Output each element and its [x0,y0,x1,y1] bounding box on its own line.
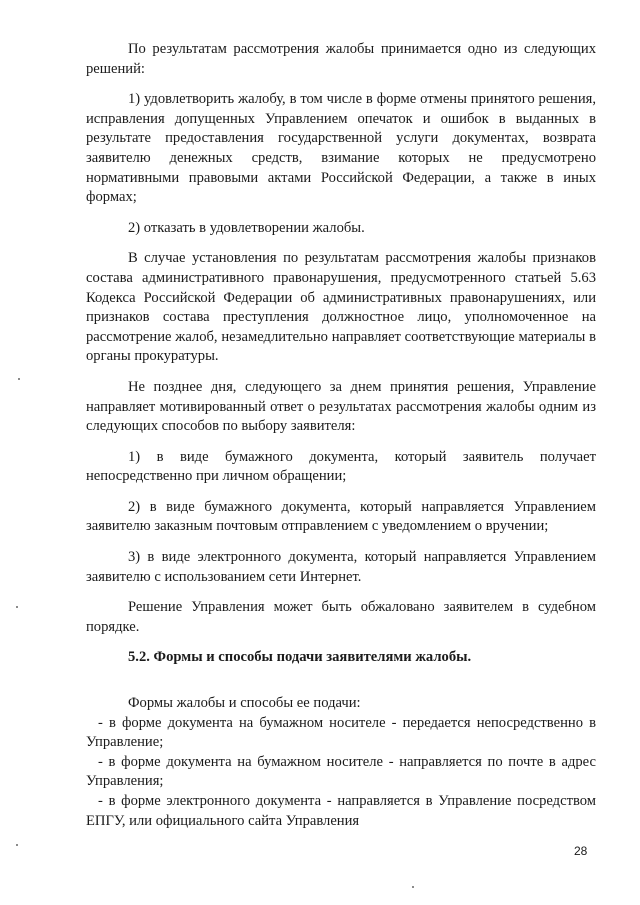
paragraph-response-methods: Не позднее дня, следующего за днем принятия решения, Управление направляет мотивированный ответ о результатах рассмотрения жалобы одним из следующих способов по выбору заявителя: [86,378,596,435]
paragraph-decision-satisfy: 1) удовлетворить жалобу, в том числе в форме отмены принятого решения, исправления допущенных Управлением опечаток и ошибок в выданных в результате предоставления государственной услуги документах, возврата заявителю денежных средств, взимание которых не предусмотрено нормативными правовыми актами Российской Федерации, а также в иных формах; [86,91,596,206]
document-body [86,40,596,831]
paragraph-method-electronic: 3) в виде электронного документа, который направляется Управлением заявителю с использованием сети Интернет. [86,549,596,585]
forms-item-paper-post: - в форме документа на бумажном носителе - направляется по почте в адрес Управления; [86,753,596,790]
page-number: 28 [574,844,588,858]
paragraph-decisions-intro: По результатам рассмотрения жалобы принимается одно из следующих решений: [86,41,596,77]
section-heading: 5.2. Формы и способы подачи заявителями жалобы. [128,649,472,666]
scan-speck [412,886,414,888]
paragraph-decision-refuse: 2) отказать в удовлетворении жалобы. [128,219,365,236]
paragraph-prosecution: В случае установления по результатам рассмотрения жалобы признаков состава административного правонарушения, предусмотренного статьей 5.63 Кодекса Российской Федерации об административных правонарушениях, или признаков состава преступления должностное лицо, уполномоченное на рассмотрение жалоб, незамедлительно направляет соответствующие материалы в органы прокуратуры. [86,250,596,365]
scan-speck [16,606,18,608]
paragraph-court-appeal: Решение Управления может быть обжаловано заявителем в судебном порядке. [86,599,596,635]
forms-item-paper-direct: - в форме документа на бумажном носителе - передается непосредственно в Управление; [86,714,596,751]
forms-intro: Формы жалобы и способы ее подачи: [128,695,361,712]
paragraph-method-paper-personal: 1) в виде бумажного документа, который заявитель получает непосредственно при личном обращении; [86,448,596,485]
scan-speck [16,844,18,846]
paragraph-method-paper-mail: 2) в виде бумажного документа, который направляется Управлением заявителю заказным почтовым отправлением с уведомлением о вручении; [86,498,596,535]
forms-item-electronic: - в форме электронного документа - направляется в Управление посредством ЕПГУ, или официального сайта Управления [86,793,596,829]
scan-speck [18,378,20,380]
